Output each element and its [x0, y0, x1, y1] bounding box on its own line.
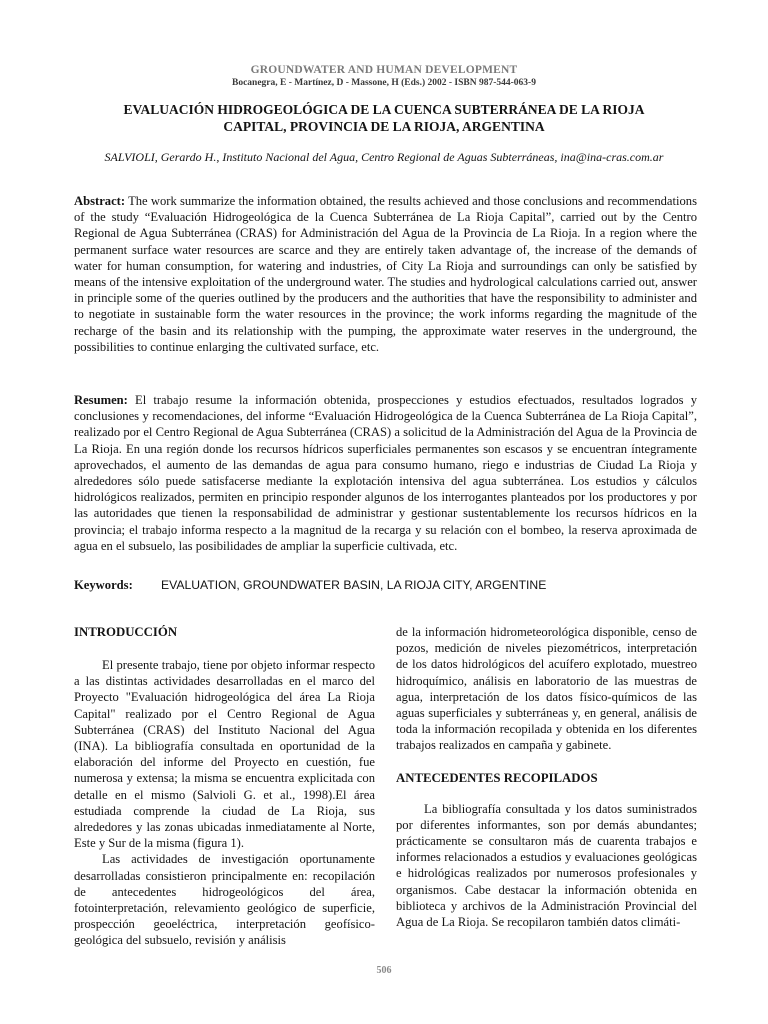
paper-title-line2: CAPITAL, PROVINCIA DE LA RIOJA, ARGENTINA [223, 119, 545, 134]
intro-heading: INTRODUCCIÓN [74, 625, 178, 639]
resumen [74, 392, 697, 554]
abstract-label: Abstract: [74, 194, 126, 208]
abstract-text: The work summarize the information obtained, the results achieved and those conclusions and recommendations of the study “Evaluación Hidrogeológica de la Cuenca Subterránea de La Rioja Capital”, carried out by the Centro Regional de Agua Subterránea (CRAS) for Administración del Agua de la Provincia de La Rioja. In a region where the permanent surface water resources are scarce and they are entirely taken advantage of, the increase of the demands of water for human consumption, for watering and industries, of City La Rioja and surroundings can only be satisfied by means of the intensive exploitation of the underground water. The studies and hydrological calculations carried out, answer in principle some of the queries outlined by the producers and the authorities that have the responsibility to administer and to negotiate in sustainable form the water resources in the province; the work informs regarding the magnitude of the recharge of the basin and its relationship with the pumping, the approximate water reserves in the underground, the possibilities to continue enlarging the cultivated surface, etc. [74, 194, 697, 354]
left-column [74, 624, 375, 949]
paper-title-line1: EVALUACIÓN HIDROGEOLÓGICA DE LA CUENCA SUBTERRÁNEA DE LA RIOJA [123, 102, 645, 117]
keywords-values: EVALUATION, GROUNDWATER BASIN, LA RIOJA CITY, ARGENTINE [161, 578, 547, 592]
resumen-text: El trabajo resume la información obtenida, prospecciones y estudios efectuados, resultados logrados y conclusiones y recomendaciones, del informe “Evaluación Hidrogeológica de la Cuenca Subterránea de La Rioja Capital”, realizado por el Centro Regional de Agua Subterránea (CRAS) a solicitud de la Administración del Agua de la Provincia de La Rioja. En una región donde los recursos hídricos superficiales permanentes son escasos y se encuentran íntegramente aprovechados, el aumento de las demandas de agua para consumo humano, riego e industrias de Ciudad La Rioja y alrededores sólo puede satisfacerse mediante la explotación intensiva del agua subterránea. Los estudios y cálculos hidrológicos realizados, permiten en principio responder algunos de los interrogantes planteados por los productores y por las autoridades que tienen la responsabilidad de administrar y gestionar sustentablemente los recursos hídricos en la provincia; el trabajo informa respecto a la magnitud de la recarga y su relación con el bombeo, la reserva aproximada de agua en el subsuelo, las posibilidades de ampliar la superficie cultivada, etc. [74, 393, 697, 553]
author-line: SALVIOLI, Gerardo H., Instituto Nacional del Agua, Centro Regional de Aguas Subterráneas, ina@ina-cras.com.ar [104, 150, 664, 164]
intro-paragraph-1: El presente trabajo, tiene por objeto informar respecto a las distintas actividades desarrolladas en el marco del Proyecto "Evaluación hidrogeológica del área La Rioja Capital" realizado por el Centro Regional de Agua Subterránea (CRAS) del Instituto Nacional del Agua (INA). La bibliografía consultada en oportunidad de la elaboración del informe del Proyecto en cuestión, fue numerosa y extensa; la misma se encuentra explicitada con detalle en el mismo (Salvioli G. et al., 1998).El área estudiada comprende la ciudad de La Rioja, sus alrededores y las zonas ubicadas inmediatamente al Norte, Este y Sur de la misma (figura 1). [74, 658, 375, 851]
keywords [74, 578, 697, 593]
running-title: GROUNDWATER AND HUMAN DEVELOPMENT [250, 64, 518, 76]
editors-line: Bocanegra, E - Martínez, D - Massone, H (Eds.) 2002 - ISBN 987-544-063-9 [232, 78, 536, 88]
intro-paragraph-2: Las actividades de investigación oportunamente desarrolladas consistieron principalmente en: recopilación de antecedentes hidrogeológicos del área, fotointerpretación, relevamiento geológico de superficie, prospección geoeléctrica, interpretación geofísico-geológica del subsuelo, revisión y análisis [74, 852, 375, 948]
intro-paragraph-2-continued: de la información hidrometeorológica disponible, censo de pozos, medición de niveles piezométricos, interpretación de los datos hidrológicos del acuífero explotado, muestreo hidroquímico, análisis en laboratorio de las muestras de agua, interpretación de los datos físico-químicos de las aguas superficiales y subterráneas y, en general, análisis de toda la información recopilada y obtenida en los diferentes trabajos realizados en campaña y gabinete. [396, 625, 697, 753]
paper-title [60, 101, 708, 135]
antecedentes-heading: ANTECEDENTES RECOPILADOS [396, 770, 598, 785]
antecedentes-paragraph-1: La bibliografía consultada y los datos suministrados por diferentes informantes, son por demás abundantes; prácticamente se consultaron más de cuarenta trabajos e informes relacionados a estudios y evaluaciones geológicas e hidrológicas realizados por numerosos profesionales y organismos. Cabe destacar la información obtenida en biblioteca y archivos de la Administración Provincial del Agua de La Rioja. Se recopilaron también datos climáti- [396, 801, 697, 930]
page-number: 506 [376, 965, 392, 976]
right-column [396, 624, 697, 930]
abstract [74, 193, 697, 355]
resumen-label: Resumen: [74, 393, 128, 407]
keywords-label: Keywords: [74, 578, 133, 592]
